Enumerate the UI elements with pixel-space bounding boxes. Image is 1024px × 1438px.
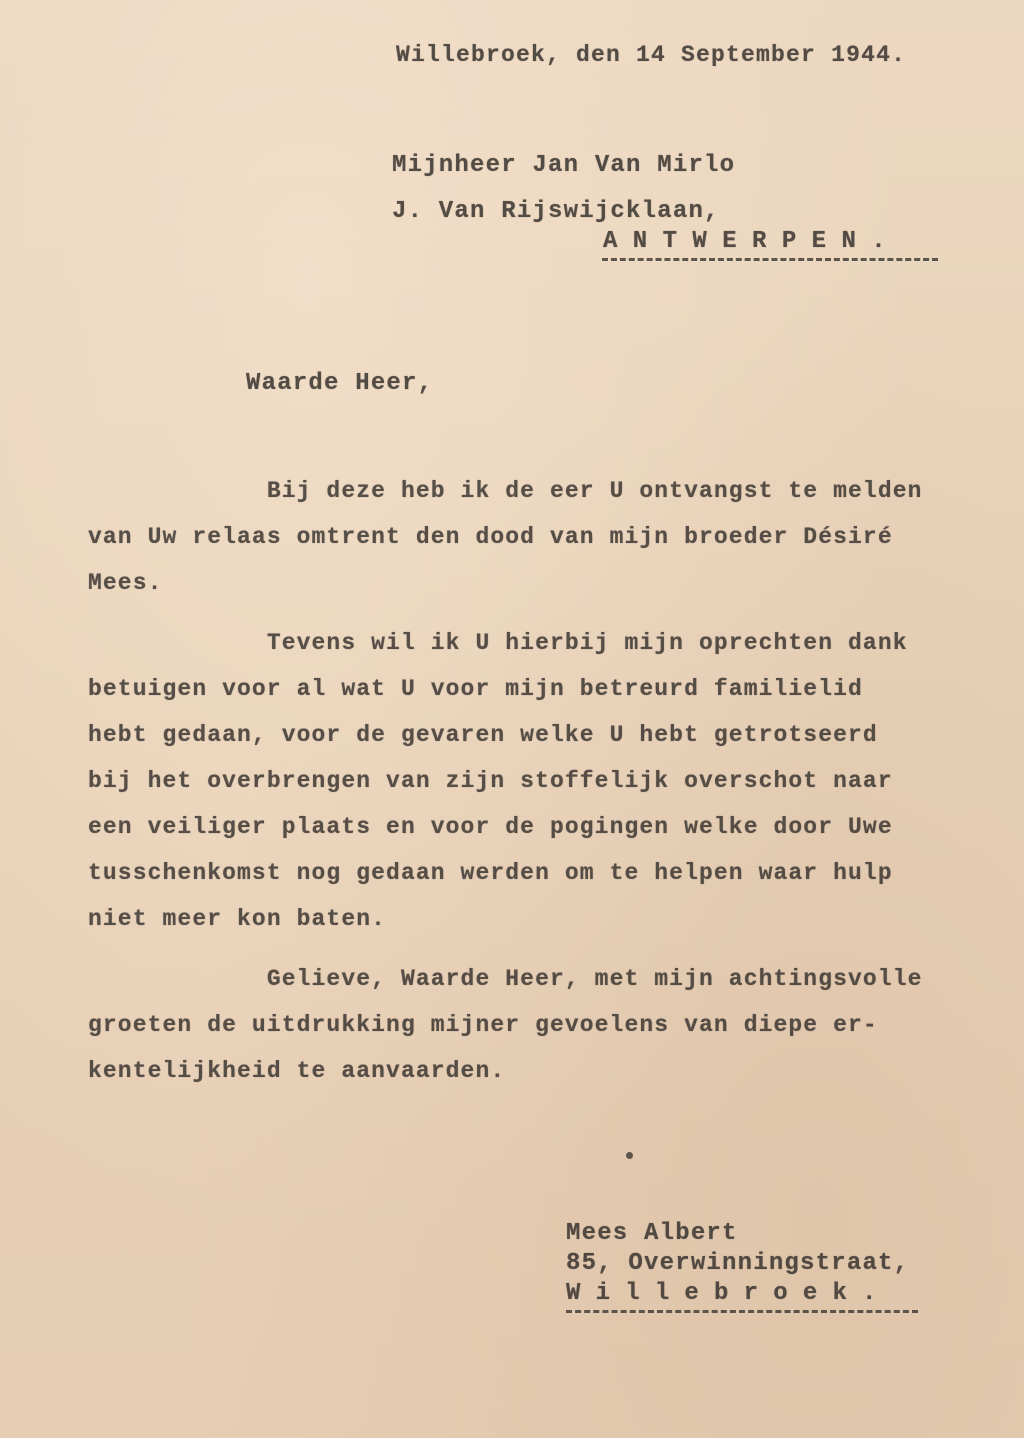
- paragraph-line: Gelieve, Waarde Heer, met mijn achtingsvolle: [88, 966, 923, 992]
- salutation: Waarde Heer,: [246, 370, 434, 397]
- signature-city: W i l l e b r o e k .: [566, 1280, 877, 1307]
- addressee-street: J. Van Rijswijcklaan,: [392, 198, 720, 225]
- paragraph-line: Bij deze heb ik de eer U ontvangst te melden: [88, 478, 923, 504]
- paragraph-line: niet meer kon baten.: [88, 906, 387, 932]
- letter-date: Willebroek, den 14 September 1944.: [396, 42, 907, 68]
- paragraph-2: [88, 620, 958, 942]
- addressee-city: A N T W E R P E N .: [603, 228, 887, 255]
- addressee-name: Mijnheer Jan Van Mirlo: [392, 152, 736, 179]
- paragraph-3: [88, 956, 958, 1094]
- paragraph-line: groeten de uitdrukking mijner gevoelens van diepe er-: [88, 1012, 878, 1038]
- ink-speck: [626, 1152, 633, 1159]
- signature-name: Mees Albert: [566, 1220, 738, 1247]
- paragraph-line: bij het overbrengen van zijn stoffelijk overschot naar: [88, 768, 893, 794]
- paragraph-line: Tevens wil ik U hierbij mijn oprechten dank: [88, 630, 908, 656]
- signature-city-underline: [566, 1310, 918, 1313]
- addressee-city-underline: [602, 258, 938, 261]
- paragraph-line: Mees.: [88, 570, 163, 596]
- paragraph-line: kentelijkheid te aanvaarden.: [88, 1058, 506, 1084]
- paragraph-line: tusschenkomst nog gedaan werden om te helpen waar hulp: [88, 860, 893, 886]
- paragraph-line: betuigen voor al wat U voor mijn betreurd familielid: [88, 676, 863, 702]
- paragraph-line: van Uw relaas omtrent den dood van mijn broeder Désiré: [88, 524, 893, 550]
- signature-street: 85, Overwinningstraat,: [566, 1250, 910, 1277]
- paragraph-1: [88, 468, 958, 606]
- paragraph-line: hebt gedaan, voor de gevaren welke U hebt getrotseerd: [88, 722, 878, 748]
- paragraph-line: een veiliger plaats en voor de pogingen welke door Uwe: [88, 814, 893, 840]
